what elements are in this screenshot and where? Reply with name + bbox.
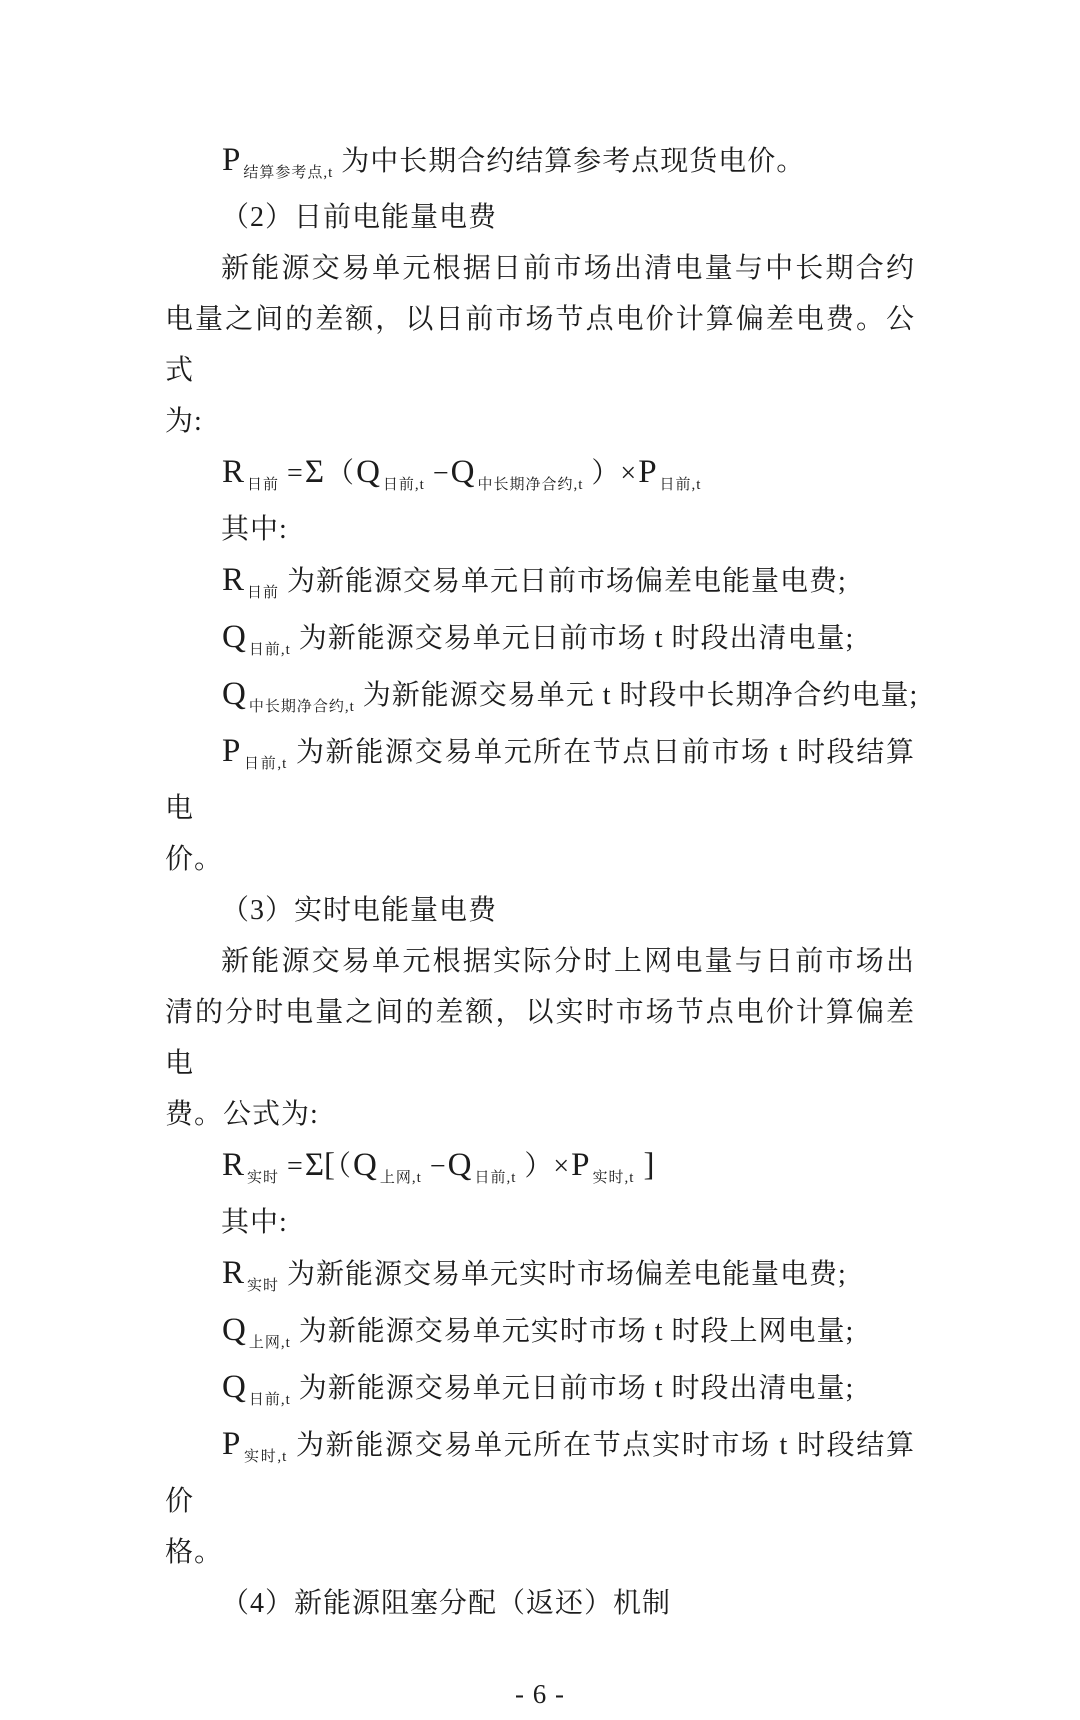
variable-symbol: Q bbox=[447, 1147, 472, 1183]
text-line bbox=[165, 1140, 915, 1197]
text-line bbox=[165, 555, 915, 612]
text-run: 为新能源交易单元 t 时段中长期净合约电量; bbox=[362, 680, 919, 711]
variable-symbol: Q bbox=[353, 1147, 377, 1183]
text-run: 价。 bbox=[165, 844, 224, 875]
text-line bbox=[165, 726, 915, 834]
text-run: ）× bbox=[524, 1151, 571, 1182]
text-run: 为新能源交易单元所在节点实时市场 t 时段结算价 bbox=[165, 1430, 915, 1517]
text-run: 为中长期合约结算参考点现货电价。 bbox=[341, 146, 806, 177]
text-run: 格。 bbox=[165, 1537, 224, 1568]
subscript: 中长期净合约,t bbox=[477, 477, 584, 493]
subscript: 实时 bbox=[247, 1278, 280, 1294]
variable-symbol: Q bbox=[450, 454, 475, 490]
text-run: 为新能源交易单元日前市场偏差电能量电费; bbox=[287, 566, 847, 597]
text-run: （3）实时电能量电费 bbox=[221, 895, 498, 926]
text-run: 新能源交易单元根据实际分时上网电量与日前市场出 bbox=[221, 946, 915, 977]
variable-symbol: Q bbox=[222, 619, 246, 655]
subscript: 日前,t bbox=[474, 1170, 517, 1186]
text-run: = bbox=[287, 1151, 304, 1182]
variable-symbol: ] bbox=[643, 1147, 655, 1183]
text-line bbox=[165, 504, 915, 555]
text-line bbox=[165, 1089, 915, 1140]
text-line bbox=[165, 987, 915, 1089]
subscript: 上网,t bbox=[248, 1335, 291, 1351]
subscript: 上网,t bbox=[379, 1170, 422, 1186]
text-line bbox=[165, 447, 915, 504]
text-line bbox=[165, 396, 915, 447]
variable-symbol: Q bbox=[222, 1312, 246, 1348]
text-run: − bbox=[429, 1151, 447, 1182]
text-line bbox=[165, 192, 915, 243]
variable-symbol: Q bbox=[222, 1369, 246, 1405]
variable-symbol: Q bbox=[356, 454, 380, 490]
text-run: 为新能源交易单元实时市场偏差电能量电费; bbox=[287, 1259, 847, 1290]
text-line bbox=[165, 294, 915, 396]
subscript: 实时,t bbox=[243, 1449, 288, 1465]
subscript: 实时 bbox=[247, 1170, 280, 1186]
text-run: 为: bbox=[165, 406, 203, 437]
variable-symbol: P bbox=[638, 454, 657, 490]
variable-symbol: R bbox=[222, 454, 245, 490]
text-run: （4）新能源阻塞分配（返还）机制 bbox=[221, 1588, 672, 1619]
text-run: ）× bbox=[591, 458, 638, 489]
text-run: 为新能源交易单元日前市场 t 时段出清电量; bbox=[298, 623, 855, 654]
page-number: - 6 - bbox=[515, 1679, 565, 1709]
variable-symbol: P bbox=[222, 1426, 241, 1462]
text-line bbox=[165, 1197, 915, 1248]
variable-symbol: P bbox=[222, 142, 241, 178]
text-line bbox=[165, 135, 915, 192]
variable-symbol: P bbox=[571, 1147, 590, 1183]
subscript: 日前 bbox=[247, 585, 280, 601]
text-line bbox=[165, 834, 915, 885]
text-run: 其中: bbox=[221, 514, 288, 545]
text-run: 为新能源交易单元实时市场 t 时段上网电量; bbox=[298, 1316, 855, 1347]
variable-symbol: R bbox=[222, 1255, 245, 1291]
text-line bbox=[165, 1527, 915, 1578]
text-line bbox=[165, 612, 915, 669]
text-line bbox=[165, 936, 915, 987]
variable-symbol: Σ[ bbox=[304, 1147, 336, 1183]
text-line bbox=[165, 885, 915, 936]
document-body bbox=[165, 135, 919, 1629]
subscript: 结算参考点,t bbox=[243, 165, 334, 181]
subscript: 日前,t bbox=[382, 477, 425, 493]
variable-symbol: R bbox=[222, 1147, 245, 1183]
subscript: 日前 bbox=[247, 477, 280, 493]
subscript: 日前,t bbox=[243, 756, 288, 772]
text-line bbox=[165, 243, 915, 294]
text-run: 费。公式为: bbox=[165, 1099, 319, 1130]
text-line bbox=[165, 1419, 915, 1527]
text-line bbox=[165, 669, 919, 726]
text-run: 清的分时电量之间的差额，以实时市场节点电价计算偏差电 bbox=[165, 997, 915, 1079]
text-line bbox=[165, 1305, 915, 1362]
variable-symbol: P bbox=[222, 733, 241, 769]
text-run: （ bbox=[326, 458, 356, 489]
text-run: 为新能源交易单元日前市场 t 时段出清电量; bbox=[298, 1373, 855, 1404]
text-run: − bbox=[432, 458, 450, 489]
text-run: 电量之间的差额，以日前市场节点电价计算偏差电费。公式 bbox=[165, 304, 915, 386]
text-run: = bbox=[287, 458, 304, 489]
page-footer bbox=[165, 1669, 915, 1720]
text-line bbox=[165, 1362, 915, 1419]
subscript: 日前,t bbox=[659, 477, 702, 493]
text-line bbox=[165, 1578, 915, 1629]
variable-symbol: Q bbox=[222, 676, 246, 712]
text-run: （2）日前电能量电费 bbox=[221, 202, 498, 233]
text-run: 为新能源交易单元所在节点日前市场 t 时段结算电 bbox=[165, 737, 915, 824]
text-run: 新能源交易单元根据日前市场出清电量与中长期合约 bbox=[221, 253, 915, 284]
subscript: 中长期净合约,t bbox=[248, 699, 355, 715]
text-run: （ bbox=[337, 1151, 353, 1182]
variable-symbol: Σ bbox=[304, 454, 325, 490]
text-run: 其中: bbox=[221, 1207, 288, 1238]
subscript: 日前,t bbox=[248, 642, 291, 658]
subscript: 实时,t bbox=[592, 1170, 635, 1186]
subscript: 日前,t bbox=[248, 1392, 291, 1408]
variable-symbol: R bbox=[222, 562, 245, 598]
text-line bbox=[165, 1248, 915, 1305]
